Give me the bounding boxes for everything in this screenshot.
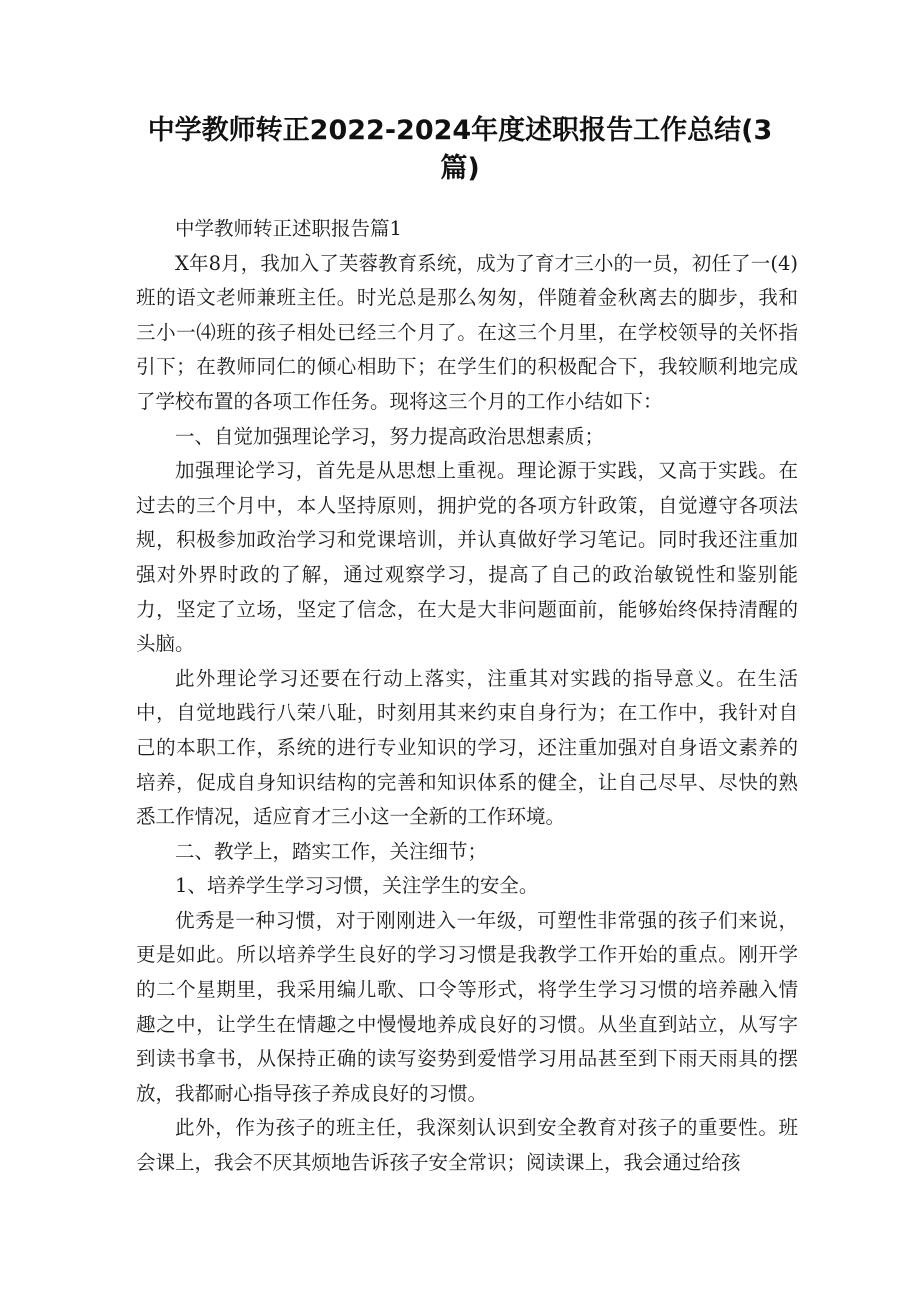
section-heading: 一、自觉加强理论学习，努力提高政治思想素质； [175, 424, 605, 448]
section-heading: 二、教学上，踏实工作，关注细节； [175, 839, 488, 863]
paragraph: 加强理论学习，首先是从思想上重视。理论源于实践，又高于实践。在过去的三个月中，本人坚持原则，拥护党的各项方针政策，自觉遵守各项法规，积极参加政治学习和党课培训，并认真做好学习笔记。同时我还注重加强对外界时政的了解，通过观察学习，提高了自己的政治敏锐性和鉴别能力，坚定了立场，坚定了信念，在大是大非问题面前，能够始终保持清醒的头脑。 [136, 459, 798, 656]
title-line-2: 篇) [440, 153, 480, 184]
paragraph: 此外理论学习还要在行动上落实，注重其对实践的指导意义。在生活中，自觉地践行八荣八耻，时刻用其来约束自身行为；在工作中，我针对自己的本职工作，系统的进行专业知识的学习，还注重加强对自身语文素养的培养，促成自身知识结构的完善和知识体系的健全，让自己尽早、尽快的熟悉工作情况，适应育才三小这一全新的工作环境。 [136, 666, 798, 829]
section-heading: 1、培养学生学习习惯，关注学生的安全。 [175, 874, 539, 898]
title-line-1: 中学教师转正2022-2024年度述职报告工作总结(3 [147, 115, 773, 146]
paragraph: X年8月，我加入了芙蓉教育系统，成为了育才三小的一员，初任了一(4)班的语文老师兼班主任。时光总是那么匆匆，伴随着金秋离去的脚步，我和三小一⑷班的孩子相处已经三个月了。在这三个月里，在学校领导的关怀指引下；在教师同仁的倾心相助下；在学生们的积极配合下，我较顺利地完成了学校布置的各项工作任务。现将这三个月的工作小结如下： [136, 251, 798, 413]
document-title [120, 112, 800, 188]
section-heading: 中学教师转正述职报告篇1 [175, 217, 402, 240]
paragraph: 优秀是一种习惯，对于刚刚进入一年级，可塑性非常强的孩子们来说，更是如此。所以培养学生良好的学习习惯是我教学工作开始的重点。刚开学的二个星期里，我采用编儿歌、口令等形式，将学生学习习惯的培养融入情趣之中，让学生在情趣之中慢慢地养成良好的习惯。从坐直到站立，从写字到读书拿书，从保持正确的读写姿势到爱惜学习用品甚至到下雨天雨具的摆放，我都耐心指导孩子养成良好的习惯。 [136, 908, 798, 1105]
document-body [136, 212, 798, 1181]
paragraph: 此外，作为孩子的班主任，我深刻认识到安全教育对孩子的重要性。班会课上，我会不厌其烦地告诉孩子安全常识；阅读课上，我会通过给孩 [136, 1116, 798, 1175]
